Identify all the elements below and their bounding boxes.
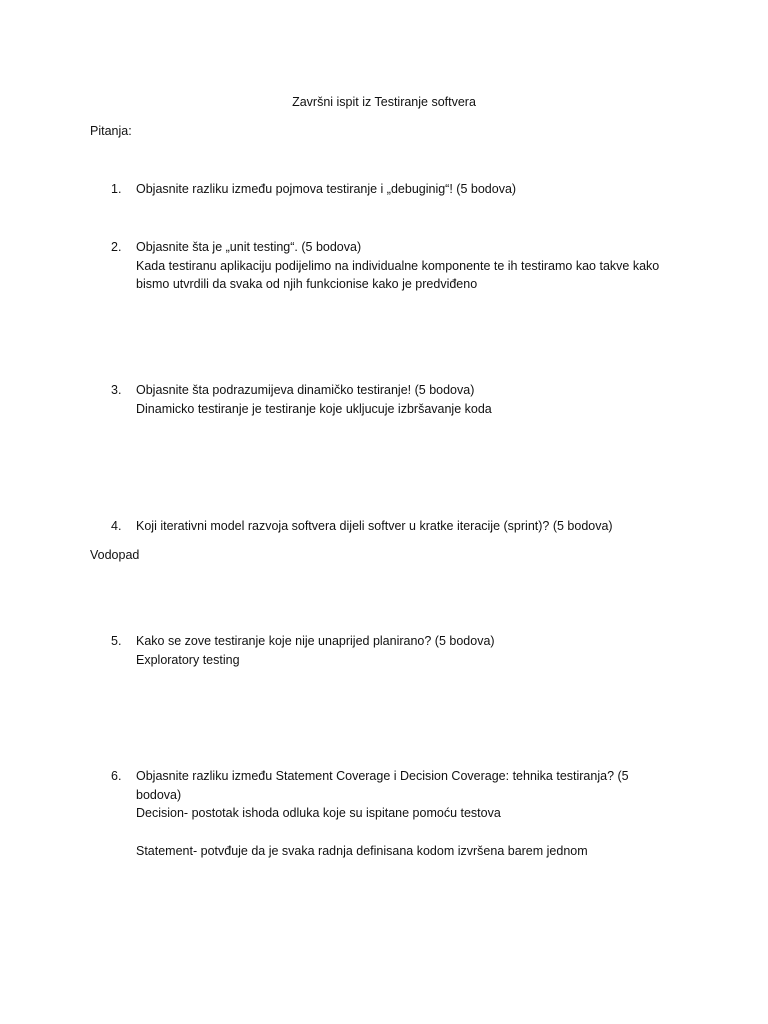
question-text: Objasnite šta je „unit testing“. (5 bodova) bbox=[136, 240, 362, 254]
question-1 bbox=[111, 180, 691, 199]
pitanja-label: Pitanja: bbox=[90, 124, 132, 138]
answer-text: Decision- postotak ishoda odluka koje su ispitane pomoću testova bbox=[136, 806, 501, 820]
question-3 bbox=[111, 381, 691, 418]
question-number: 3. bbox=[111, 383, 122, 397]
answer-text: Kada testiranu aplikaciju podijelimo na individualne komponente te ih testiramo kao takve kako bbox=[136, 258, 660, 273]
answer-text: Statement- potvđuje da je svaka radnja definisana kodom izvršena barem jednom bbox=[136, 843, 588, 858]
question-number: 1. bbox=[111, 182, 122, 196]
blank-line bbox=[136, 823, 691, 842]
question-6 bbox=[111, 767, 691, 860]
answer-text: Dinamicko testiranje je testiranje koje ukljucuje izbršavanje koda bbox=[136, 401, 492, 416]
question-2 bbox=[111, 238, 691, 294]
answer-4-text: Vodopad bbox=[90, 548, 140, 562]
question-text: Koji iterativni model razvoja softvera dijeli softver u kratke iteracije (sprint)? (5 bodova) bbox=[136, 519, 613, 533]
document-title: Završni ispit iz Testiranje softvera bbox=[292, 95, 476, 109]
question-text: Objasnite razliku između Statement Coverage i Decision Coverage: tehnika testiranja? (5 bbox=[136, 769, 629, 783]
question-number: 5. bbox=[111, 634, 122, 648]
question-5 bbox=[111, 632, 691, 669]
question-text: Objasnite razliku između pojmova testiranje i „debuginig“! (5 bodova) bbox=[136, 182, 517, 196]
question-number: 6. bbox=[111, 769, 122, 783]
answer-text: Exploratory testing bbox=[136, 652, 240, 667]
question-4 bbox=[111, 517, 691, 536]
question-number: 4. bbox=[111, 519, 122, 533]
question-text: bodova) bbox=[136, 787, 182, 802]
question-text: Objasnite šta podrazumijeva dinamičko testiranje! (5 bodova) bbox=[136, 383, 475, 397]
question-number: 2. bbox=[111, 240, 122, 254]
answer-text: bismo utvrdili da svaka od njih funkcionise kako je predviđeno bbox=[136, 277, 478, 291]
question-text: Kako se zove testiranje koje nije unaprijed planirano? (5 bodova) bbox=[136, 634, 495, 648]
